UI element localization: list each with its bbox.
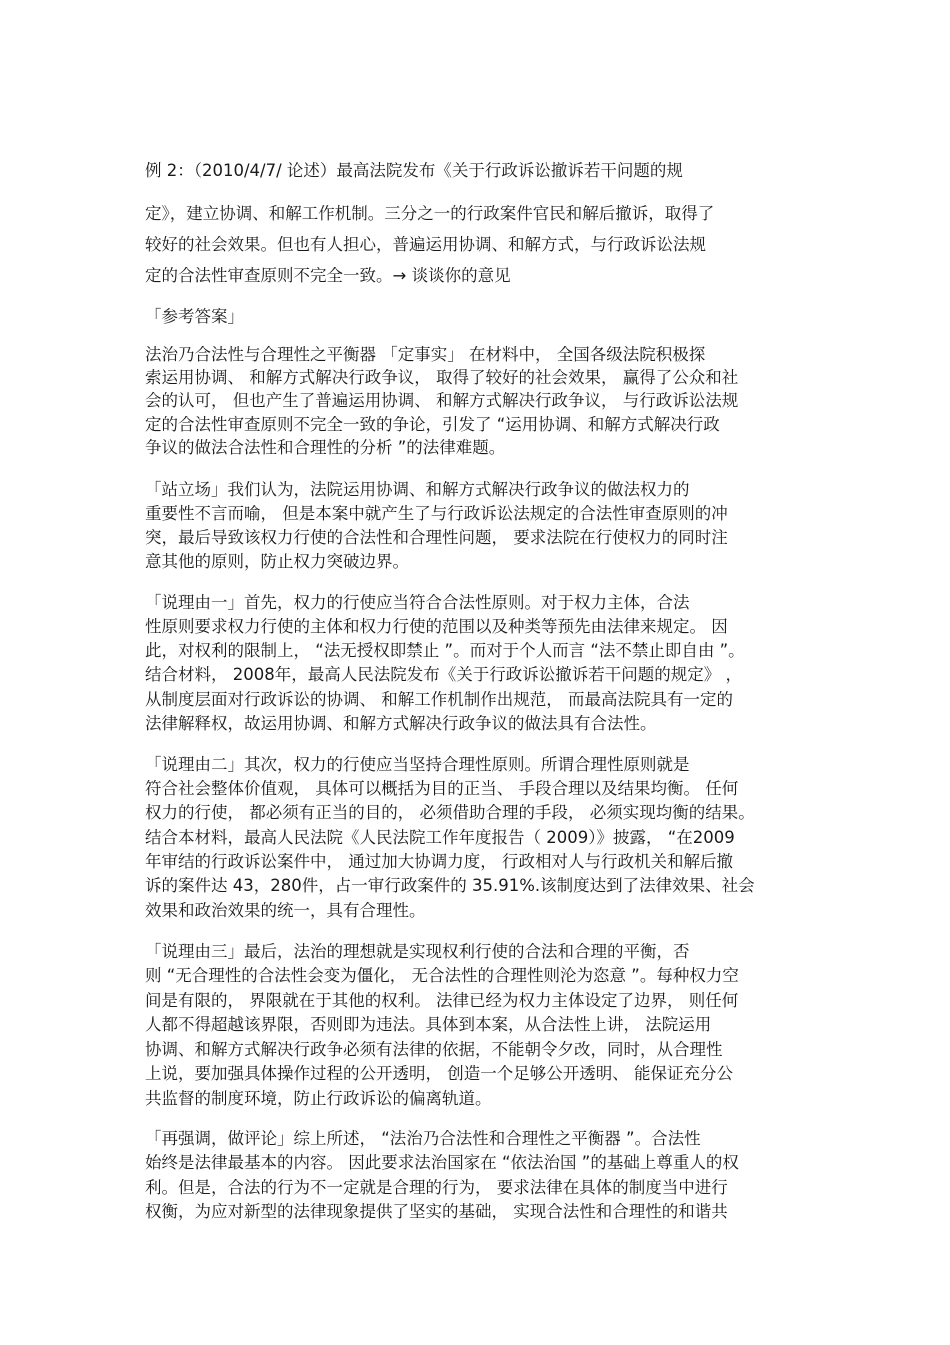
paragraph-5-line-7: 共监督的制度环境，防止行政诉讼的偏离轨道。 (145, 1089, 492, 1108)
paragraph-5-line-2: 则 “无合理性的合法性会变为僵化， 无合法性的合理性则沦为恣意 ”。每种权力空 (145, 966, 739, 985)
paragraph-5-line-1: 「说理由三」最后，法治的理想就是实现权利行使的合法和合理的平衡，否 (145, 942, 690, 961)
paragraph-4-line-3: 权力的行使， 都必须有正当的目的， 必须借助合理的手段， 必须实现均衡的结果。 (145, 803, 755, 822)
paragraph-4-line-7: 效果和政治效果的统一，具有合理性。 (145, 901, 426, 920)
paragraph-2-line-3: 突，最后导致该权力行使的合法性和合理性问题， 要求法院在行使权力的同时注 (145, 528, 728, 547)
paragraph-1-line-5: 争议的做法合法性和合理性的分析 ”的法律难题。 (145, 438, 506, 457)
paragraph-5-line-6: 上说，要加强具体操作过程的公开透明， 创造一个足够公开透明、 能保证充分公 (145, 1064, 733, 1083)
paragraph-4-line-1: 「说理由二」其次，权力的行使应当坚持合理性原则。所谓合理性原则就是 (145, 755, 690, 774)
paragraph-3-line-6: 法律解释权，故运用协调、和解方式解决行政争议的做法具有合法性。 (145, 714, 657, 733)
example-line-1: 例 2：（2010/4/7/ 论述）最高法院发布《关于行政诉讼撤诉若干问题的规 (145, 161, 683, 180)
paragraph-1-line-1: 法治乃合法性与合理性之平衡器 「定事实」 在材料中， 全国各级法院积极探 (145, 345, 706, 364)
paragraph-1-line-2: 索运用协调、 和解方式解决行政争议， 取得了较好的社会效果， 赢得了公众和社 (145, 368, 739, 387)
paragraph-3-line-4: 结合材料， 2008年，最高人民法院发布《关于行政诉讼撤诉若干问题的规定》 ， (145, 665, 742, 684)
example-line-2: 定》，建立协调、和解工作机制。三分之一的行政案件官民和解后撤诉，取得了 (145, 204, 715, 223)
paragraph-5-line-4: 人都不得超越该界限，否则即为违法。具体到本案，从合法性上讲， 法院运用 (145, 1015, 712, 1034)
paragraph-1-line-3: 会的认可， 但也产生了普遍运用协调、 和解方式解决行政争议， 与行政诉讼法规 (145, 391, 739, 410)
paragraph-3-line-5: 从制度层面对行政诉讼的协调、 和解工作机制作出规范， 而最高法院具有一定的 (145, 690, 733, 709)
paragraph-2-line-1: 「站立场」我们认为，法院运用协调、和解方式解决行政争议的做法权力的 (145, 480, 690, 499)
paragraph-5-line-5: 协调、和解方式解决行政争必须有法律的依据，不能朝令夕改，同时，从合理性 (145, 1040, 723, 1059)
paragraph-4-line-2: 符合社会整体价值观， 具体可以概括为目的正当、 手段合理以及结果均衡。 任何 (145, 779, 739, 798)
paragraph-4-line-6: 诉的案件达 43，280件，占一审行政案件的 35.91%.该制度达到了法律效果、社会 (145, 876, 755, 895)
paragraph-4-line-4: 结合本材料，最高人民法院《人民法院工作年度报告（ 2009）》披露， “在2009 (145, 828, 735, 847)
paragraph-3-line-1: 「说理由一」首先，权力的行使应当符合合法性原则。对于权力主体，合法 (145, 593, 690, 612)
paragraph-1-line-4: 定的合法性审查原则不完全一致的争论，引发了 “运用协调、和解方式解决行政 (145, 415, 720, 434)
answer-label: 「参考答案」 (145, 307, 244, 326)
paragraph-6-line-1: 「再强调，做评论」综上所述， “法治乃合法性和合理性之平衡器 ”。合法性 (145, 1129, 701, 1148)
paragraph-4-line-5: 年审结的行政诉讼案件中， 通过加大协调力度， 行政相对人与行政机关和解后撤 (145, 852, 733, 871)
paragraph-2-line-4: 意其他的原则，防止权力突破边界。 (145, 552, 409, 571)
example-line-4: 定的合法性审查原则不完全一致。→ 谈谈你的意见 (145, 266, 511, 285)
example-line-3: 较好的社会效果。但也有人担心，普遍运用协调、和解方式，与行政诉讼法规 (145, 235, 706, 254)
paragraph-2-line-2: 重要性不言而喻， 但是本案中就产生了与行政诉讼法规定的合法性审查原则的冲 (145, 504, 728, 523)
paragraph-6-line-3: 利。但是，合法的行为不一定就是合理的行为， 要求法律在具体的制度当中进行 (145, 1178, 728, 1197)
paragraph-6-line-2: 始终是法律最基本的内容。 因此要求法治国家在 “依法治国 ”的基础上尊重人的权 (145, 1153, 739, 1172)
paragraph-3-line-3: 此，对权利的限制上， “法无授权即禁止 ”。而对于个人而言 “法不禁止即自由 ”。 (145, 641, 745, 660)
paragraph-5-line-3: 间是有限的， 界限就在于其他的权利。 法律已经为权力主体设定了边界， 则任何 (145, 991, 739, 1010)
paragraph-6-line-4: 权衡，为应对新型的法律现象提供了坚实的基础， 实现合法性和合理性的和谐共 (145, 1202, 728, 1221)
paragraph-3-line-2: 性原则要求权力行使的主体和权力行使的范围以及种类等预先由法律来规定。 因 (145, 617, 728, 636)
